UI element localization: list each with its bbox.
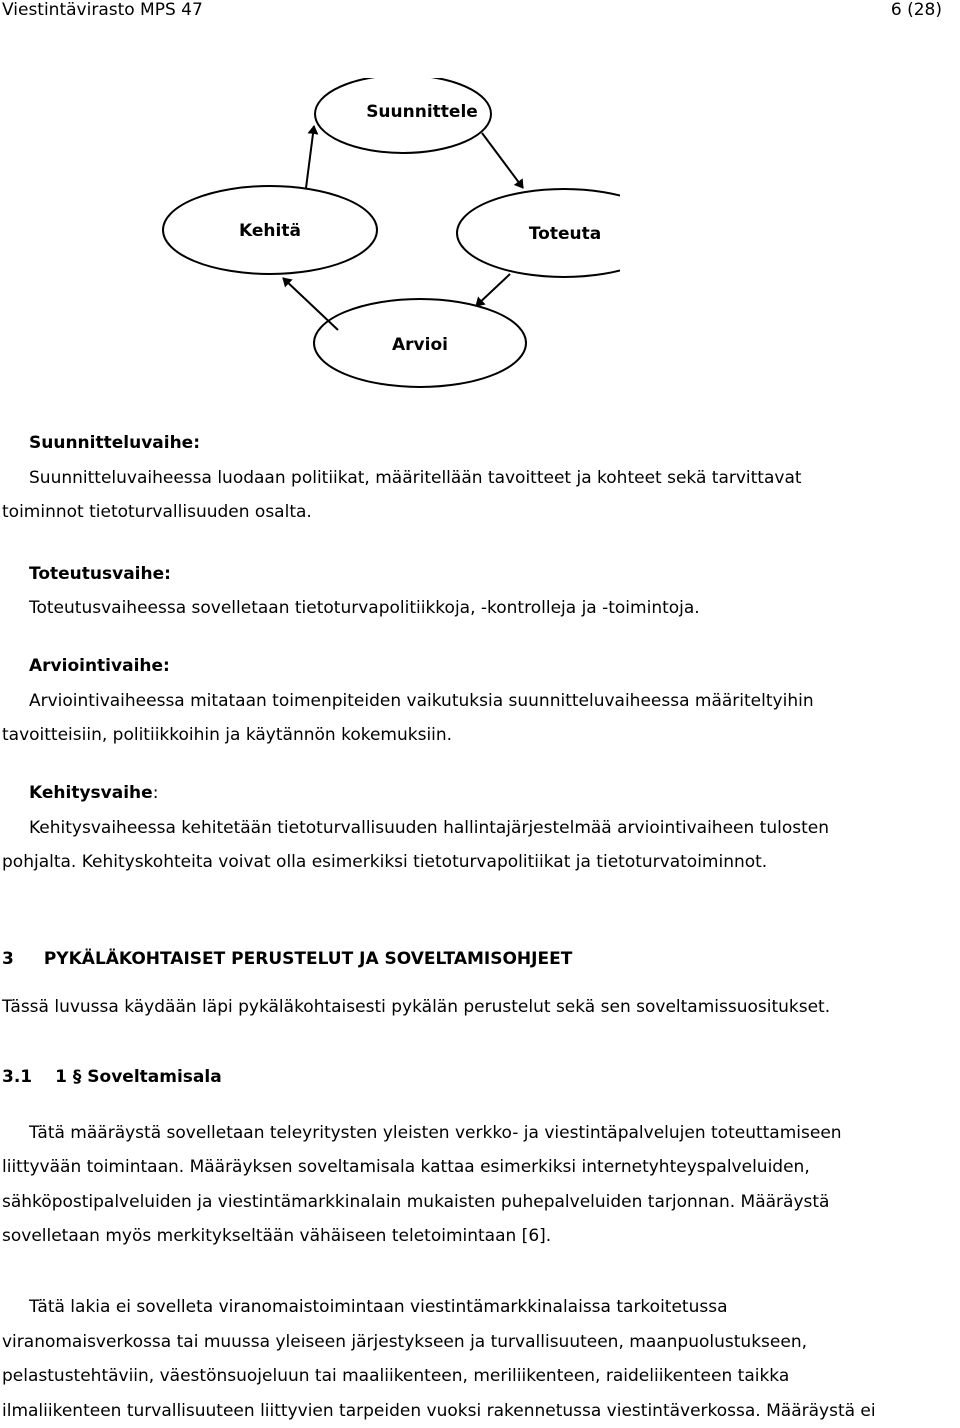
node-label-suunnittele: Suunnittele (366, 102, 478, 122)
node-label-toteuta: Toteuta (528, 224, 602, 244)
text-kehitys-line1: Kehitysvaiheessa kehitetään tietoturvallisuuden hallintajärjestelmää arviointivaiheen tulosten (29, 818, 829, 838)
page-header (2, 0, 942, 24)
chapter-title: PYKÄLÄKOHTAISET PERUSTELUT JA SOVELTAMISOHJEET (43, 949, 573, 969)
chapter-number: 3 (2, 949, 14, 969)
page-number: 6 (28) (890, 0, 942, 20)
node-label-kehita: Kehitä (239, 221, 301, 241)
paragraph-line: sovelletaan myös merkitykseltään vähäiseen teletoimintaan [6]. (2, 1226, 552, 1246)
heading-suunnitteluvaihe: Suunnitteluvaihe: (29, 433, 201, 453)
paragraph-line: ilmaliikenteen turvallisuuteen liittyvien tarpeiden vuoksi rakennetussa viestintäverkossa. Määräystä ei (2, 1401, 876, 1421)
text-arviointi-line1: Arviointivaiheessa mitataan toimenpiteiden vaikutuksia suunnitteluvaiheessa määriteltyihin (29, 691, 814, 711)
text-kehitys-line2: pohjalta. Kehityskohteita voivat olla esimerkiksi tietoturvapolitiikat ja tietoturvatoiminnot. (2, 852, 768, 872)
heading-arviointivaihe: Arviointivaihe: (29, 656, 170, 676)
heading-kehitysvaihe-label: Kehitysvaihe (29, 783, 153, 803)
paragraph-line: viranomaisverkossa tai muussa yleiseen järjestykseen ja turvallisuuteen, maanpuolustukseen, (2, 1332, 807, 1352)
paragraph-line: Tätä määräystä sovelletaan teleyritysten yleisten verkko- ja viestintäpalvelujen toteuttamiseen (29, 1123, 842, 1143)
paragraph-line: pelastustehtäviin, väestönsuojeluun tai maaliikenteen, meriliikenteen, raideliikenteen taikka (2, 1366, 790, 1386)
section-title: 1 § Soveltamisala (55, 1067, 222, 1087)
text-arviointi-line2: tavoitteisiin, politiikkoihin ja käytännön kokemuksiin. (2, 725, 453, 745)
cycle-diagram (160, 78, 620, 398)
heading-kehitysvaihe (2, 776, 958, 810)
paragraph-line: sähköpostipalveluiden ja viestintämarkkinalain mukaisten puhepalveluiden tarjonnan. Määräystä (2, 1192, 830, 1212)
chapter-heading (2, 942, 958, 976)
heading-toteutusvaihe: Toteutusvaihe: (29, 564, 171, 584)
paragraph-line: liittyvään toimintaan. Määräyksen soveltamisala kattaa esimerkiksi internetyhteyspalveluiden, (2, 1157, 810, 1177)
node-label-arvioi: Arvioi (392, 335, 448, 355)
text-suunnittelu-line2: toiminnot tietoturvallisuuden osalta. (2, 502, 312, 522)
text-toteutus-line1: Toteutusvaiheessa sovelletaan tietoturvapolitiikkoja, -kontrolleja ja -toimintoja. (29, 598, 700, 618)
arrow-toteuta-to-arvioi (476, 274, 510, 306)
text-suunnittelu-line1: Suunnitteluvaiheessa luodaan politiikat, määritellään tavoitteet ja kohteet sekä tarvittavat (29, 468, 802, 488)
heading-kehitysvaihe-colon: : (152, 783, 159, 803)
chapter-intro: Tässä luvussa käydään läpi pykäläkohtaisesti pykälän perustelut sekä sen soveltamissuositukset. (2, 997, 831, 1017)
arrow-kehita-to-suunnittele (306, 126, 314, 188)
document-id: Viestintävirasto MPS 47 (2, 0, 203, 20)
arrow-suunnittele-to-toteuta (482, 133, 523, 188)
arrow-arvioi-to-kehita (283, 278, 338, 330)
section-number: 3.1 (2, 1067, 33, 1087)
section-heading (2, 1060, 958, 1094)
paragraph-line: Tätä lakia ei sovelleta viranomaistoimintaan viestintämarkkinalaissa tarkoitetussa (29, 1297, 728, 1317)
